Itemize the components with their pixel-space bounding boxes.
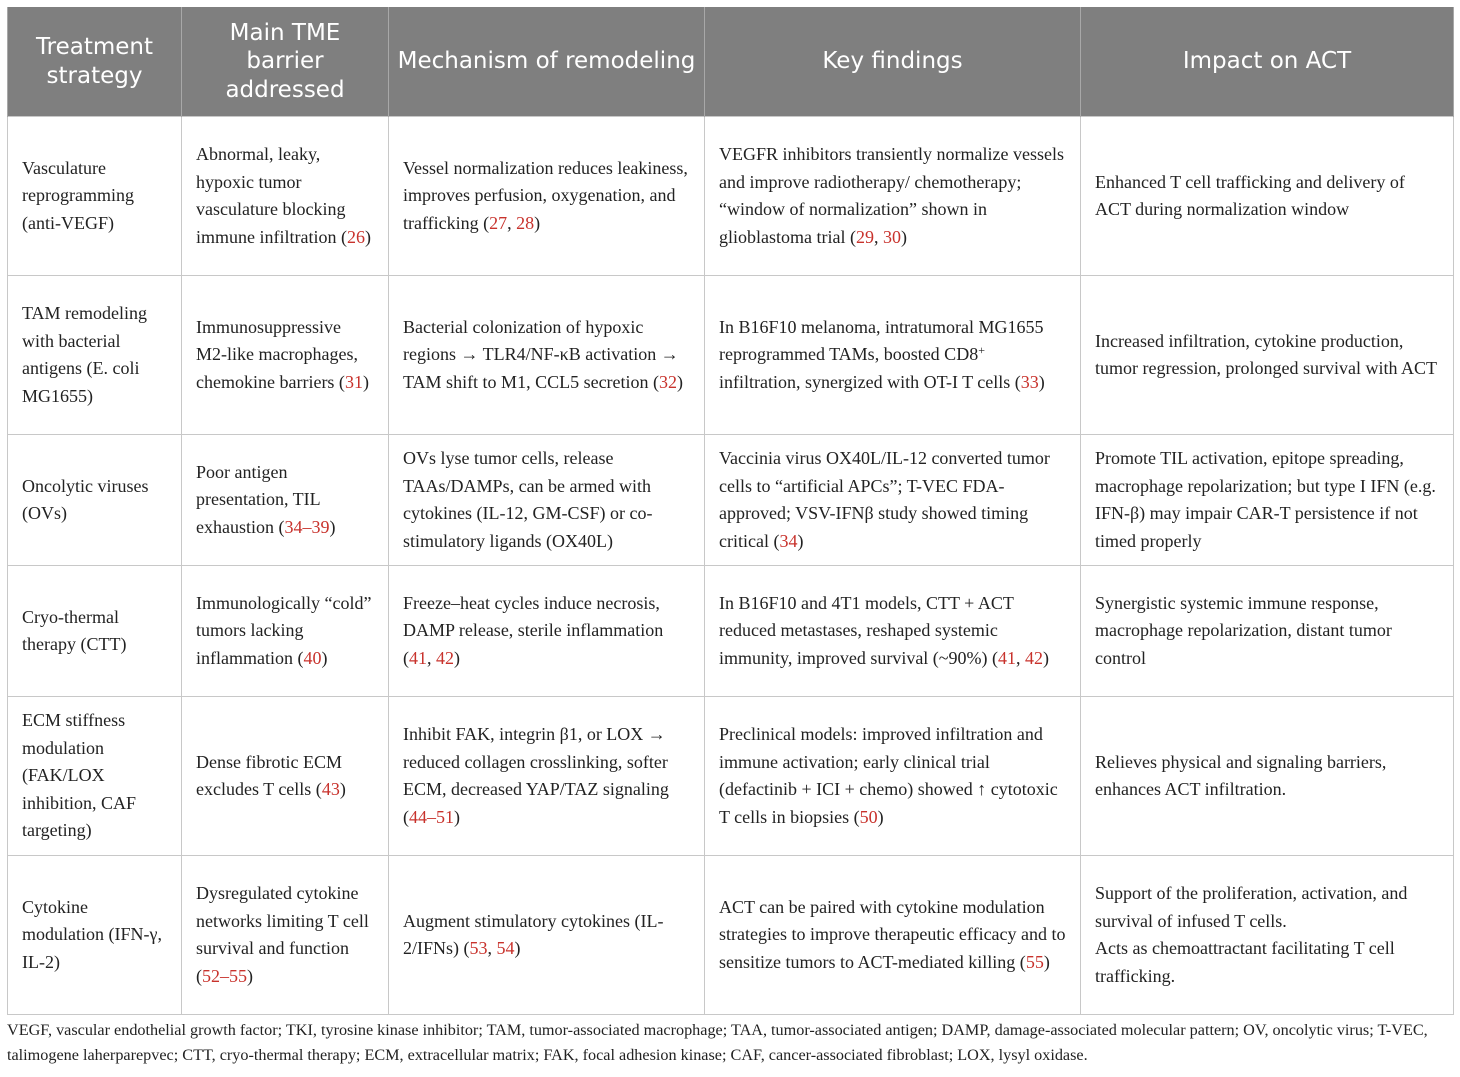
citation-link[interactable]: 43 xyxy=(321,779,340,799)
barrier-cell: Dysregulated cytokine networks limiting T cell survival and function (52–55) xyxy=(182,856,389,1015)
strategies-table xyxy=(7,7,1454,1015)
citation-link[interactable]: 28 xyxy=(516,212,535,233)
strategy-cell: ECM stiffness modulation (FAK/LOX inhibition, CAF targeting) xyxy=(8,697,182,856)
citation-link[interactable]: 31 xyxy=(344,371,363,392)
table-row xyxy=(8,856,1454,1015)
barrier-cell: Poor antigen presentation, TIL exhaustion (34–39) xyxy=(182,435,389,566)
table-row xyxy=(8,435,1454,566)
barrier-cell: Immunologically “cold” tumors lacking inflammation (40) xyxy=(182,566,389,697)
citation-link[interactable]: 32 xyxy=(659,371,678,392)
table-row xyxy=(8,117,1454,276)
citation-link[interactable]: 29 xyxy=(855,226,874,247)
header-treatment-strategy: Treatment strategy xyxy=(8,7,182,117)
table-row xyxy=(8,276,1454,435)
strategy-cell: Vasculature reprogramming (anti-VEGF) xyxy=(8,117,182,276)
findings-cell: VEGFR inhibitors transiently normalize vessels and improve radiotherapy/ chemotherapy; “window of normalization” shown in glioblastoma trial (29, 30) xyxy=(705,117,1081,276)
table-row xyxy=(8,566,1454,697)
mechanism-cell: Inhibit FAK, integrin β1, or LOX → reduced collagen crosslinking, softer ECM, decreased YAP/TAZ signaling (44–51) xyxy=(389,697,705,856)
citation-link[interactable]: 52–55 xyxy=(202,965,247,986)
barrier-cell: Dense fibrotic ECM excludes T cells (43) xyxy=(182,697,389,856)
findings-cell: Preclinical models: improved infiltration and immune activation; early clinical trial (defactinib + ICI + chemo) showed ↑ cytotoxic T cells in biopsies (50) xyxy=(705,697,1081,856)
impact-cell: Support of the proliferation, activation, and survival of infused T cells. Acts as chemoattractant facilitating T cell trafficking. xyxy=(1081,856,1454,1015)
strategy-cell: Oncolytic viruses (OVs) xyxy=(8,435,182,566)
citation-link[interactable]: 30 xyxy=(882,226,901,247)
citation-link[interactable]: 53 xyxy=(469,938,488,958)
citation-link[interactable]: 26 xyxy=(346,226,365,247)
citation-link[interactable]: 42 xyxy=(1025,647,1044,668)
citation-link[interactable]: 44–51 xyxy=(409,806,454,827)
table-footnote: VEGF, vascular endothelial growth factor; TKI, tyrosine kinase inhibitor; TAM, tumor-associated macrophage; TAA, tumor-associated antigen; DAMP, damage-associated molecular pattern; OV, oncolytic virus; T-VEC, talimogene laherparepvec; CTT, cryo-thermal therapy; ECM, extracellular matrix; FAK, focal adhesion kinase; CAF, cancer-associated fibroblast; LOX, lysyl oxidase. xyxy=(7,1021,1428,1064)
citation-link[interactable]: 27 xyxy=(489,212,508,233)
findings-cell: In B16F10 and 4T1 models, CTT + ACT reduced metastases, reshaped systemic immunity, improved survival (~90%) (41, 42) xyxy=(705,566,1081,697)
citation-link[interactable]: 54 xyxy=(496,938,515,958)
barrier-cell: Abnormal, leaky, hypoxic tumor vasculature blocking immune infiltration (26) xyxy=(182,117,389,276)
impact-cell: Synergistic systemic immune response, macrophage repolarization, distant tumor control xyxy=(1081,566,1454,697)
findings-cell: Vaccinia virus OX40L/IL-12 converted tumor cells to “artificial APCs”; T-VEC FDA-approved; VSV-IFNβ study showed timing critical (34) xyxy=(705,435,1081,566)
citation-link[interactable]: 33 xyxy=(1020,371,1039,392)
citation-link[interactable]: 41 xyxy=(409,647,427,668)
table-body xyxy=(8,117,1454,1015)
citation-link[interactable]: 55 xyxy=(1025,951,1044,972)
header-mechanism: Mechanism of remodeling xyxy=(389,7,705,117)
findings-cell: In B16F10 melanoma, intratumoral MG1655 reprogrammed TAMs, boosted CD8+ infiltration, synergized with OT-I T cells (33) xyxy=(705,276,1081,435)
citation-link[interactable]: 41 xyxy=(998,647,1017,668)
mechanism-cell: Freeze–heat cycles induce necrosis, DAMP release, sterile inflammation (41, 42) xyxy=(389,566,705,697)
citation-link[interactable]: 42 xyxy=(436,647,454,668)
superscript: + xyxy=(978,343,985,358)
citation-link[interactable]: 34 xyxy=(779,530,798,551)
findings-cell: ACT can be paired with cytokine modulation strategies to improve therapeutic efficacy and to sensitize tumors to ACT-mediated killing (55) xyxy=(705,856,1081,1015)
citation-link[interactable]: 50 xyxy=(859,806,878,827)
citation-link[interactable]: 34–39 xyxy=(284,516,330,537)
mechanism-cell: Bacterial colonization of hypoxic regions → TLR4/NF-κB activation → TAM shift to M1, CCL5 secretion (32) xyxy=(389,276,705,435)
header-key-findings: Key findings xyxy=(705,7,1081,117)
header-tme-barrier: Main TME barrier addressed xyxy=(182,7,389,117)
header-impact-on-act: Impact on ACT xyxy=(1081,7,1454,117)
citation-link[interactable]: 40 xyxy=(303,647,322,668)
mechanism-cell: Vessel normalization reduces leakiness, improves perfusion, oxygenation, and trafficking (27, 28) xyxy=(389,117,705,276)
strategy-cell: Cryo-thermal therapy (CTT) xyxy=(8,566,182,697)
barrier-cell: Immunosuppressive M2-like macrophages, chemokine barriers (31) xyxy=(182,276,389,435)
strategy-cell: TAM remodeling with bacterial antigens (E. coli MG1655) xyxy=(8,276,182,435)
mechanism-cell: OVs lyse tumor cells, release TAAs/DAMPs, can be armed with cytokines (IL-12, GM-CSF) or co-stimulatory ligands (OX40L) xyxy=(389,435,705,566)
table-row xyxy=(8,697,1454,856)
mechanism-cell: Augment stimulatory cytokines (IL-2/IFNs) (53, 54) xyxy=(389,856,705,1015)
header-row xyxy=(8,7,1454,117)
impact-cell: Increased infiltration, cytokine production, tumor regression, prolonged survival with ACT xyxy=(1081,276,1454,435)
impact-cell: Enhanced T cell trafficking and delivery of ACT during normalization window xyxy=(1081,117,1454,276)
impact-cell: Relieves physical and signaling barriers, enhances ACT infiltration. xyxy=(1081,697,1454,856)
impact-cell: Promote TIL activation, epitope spreading, macrophage repolarization; but type I IFN (e.g. IFN-β) may impair CAR-T persistence if not timed properly xyxy=(1081,435,1454,566)
strategy-cell: Cytokine modulation (IFN-γ, IL-2) xyxy=(8,856,182,1015)
